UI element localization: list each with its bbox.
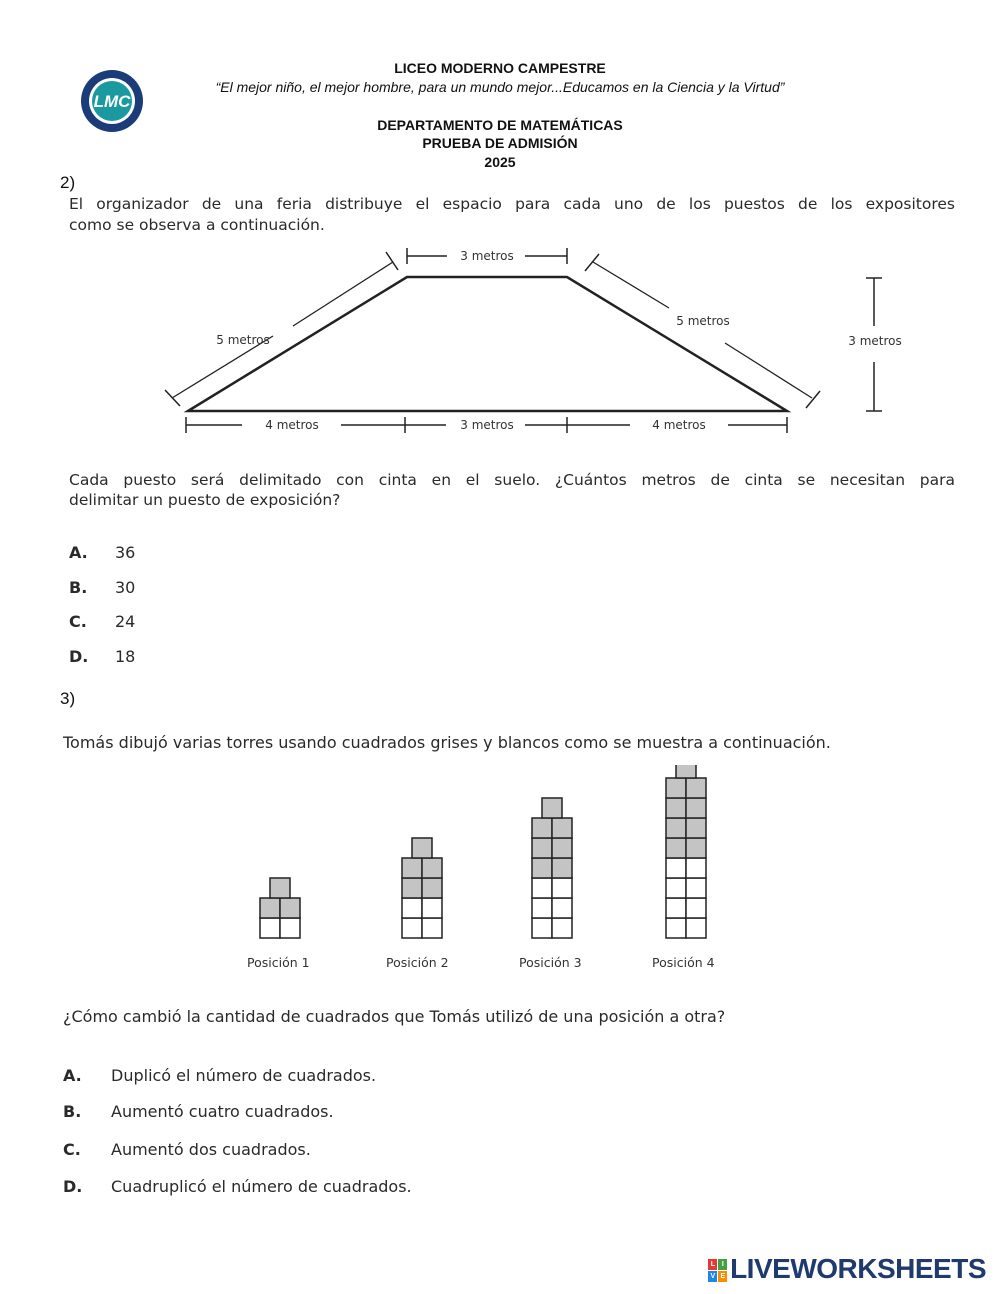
white-square	[422, 918, 442, 938]
option-letter: D.	[63, 1177, 83, 1196]
gray-square	[666, 838, 686, 858]
white-square	[552, 918, 572, 938]
white-square	[260, 918, 280, 938]
white-square	[666, 878, 686, 898]
white-square	[532, 918, 552, 938]
option-text: 36	[115, 543, 136, 562]
q3-question: ¿Cómo cambió la cantidad de cuadrados que Tomás utilizó de una posición a otra?	[63, 1007, 726, 1026]
gray-square	[280, 898, 300, 918]
brand-logo-icon: L I V E	[708, 1259, 727, 1282]
gray-square	[260, 898, 280, 918]
brand-text: LIVEWORKSHEETS	[730, 1253, 986, 1284]
q3-intro: Tomás dibujó varias torres usando cuadrados grises y blancos como se muestra a continuación.	[63, 733, 831, 752]
option-text: Aumentó dos cuadrados.	[111, 1140, 311, 1159]
towers-figure	[230, 765, 750, 950]
option-text: 18	[115, 647, 136, 666]
white-square	[552, 878, 572, 898]
q2-option-d[interactable]	[69, 647, 135, 666]
q3-option-a[interactable]	[63, 1066, 376, 1085]
white-square	[686, 918, 706, 938]
gray-square	[532, 838, 552, 858]
gray-square	[666, 798, 686, 818]
label-height: 3 metros	[848, 334, 902, 348]
white-square	[666, 918, 686, 938]
option-letter: C.	[63, 1140, 81, 1159]
option-letter: B.	[63, 1102, 82, 1121]
department-title: DEPARTAMENTO DE MATEMÁTICAS	[377, 117, 623, 133]
logo-initials: LMC	[93, 92, 131, 111]
school-motto: “El mejor niño, el mejor hombre, para un mundo mejor...Educamos en la Ciencia y la Virtud”	[215, 79, 785, 95]
q2-number: 2)	[60, 173, 76, 192]
white-square	[552, 898, 572, 918]
gray-square-top	[676, 765, 696, 778]
white-square	[532, 898, 552, 918]
option-text: Aumentó cuatro cuadrados.	[111, 1102, 334, 1121]
gray-square-top	[412, 838, 432, 858]
white-square	[666, 898, 686, 918]
option-letter: A.	[63, 1066, 82, 1085]
white-square	[402, 918, 422, 938]
gray-square	[686, 778, 706, 798]
q2-option-c[interactable]	[69, 612, 135, 631]
gray-square	[686, 838, 706, 858]
trapezoid-figure	[150, 240, 930, 440]
school-name: LICEO MODERNO CAMPESTRE	[394, 60, 606, 76]
white-square	[422, 898, 442, 918]
option-text: 24	[115, 612, 136, 631]
white-square	[686, 898, 706, 918]
tower-label-2: Posición 2	[386, 955, 449, 970]
gray-square	[666, 818, 686, 838]
trapezoid-shape	[188, 277, 787, 411]
tower-1	[260, 878, 300, 938]
label-top: 3 metros	[460, 249, 514, 263]
q2-intro-line2: como se observa a continuación.	[69, 216, 325, 234]
tower-4	[666, 765, 706, 938]
q2-intro-line1: El organizador de una feria distribuye el espacio para cada uno de los puestos de los expositores	[69, 195, 955, 213]
option-letter: D.	[69, 647, 89, 666]
option-letter: A.	[69, 543, 88, 562]
white-square	[280, 918, 300, 938]
option-text: Duplicó el número de cuadrados.	[111, 1066, 377, 1085]
gray-square	[402, 858, 422, 878]
tower-label-3: Posición 3	[519, 955, 582, 970]
label-bottom-left: 4 metros	[265, 418, 319, 432]
gray-square	[686, 798, 706, 818]
label-bottom-mid: 3 metros	[460, 418, 514, 432]
gray-square	[552, 838, 572, 858]
liveworksheets-brand[interactable]	[708, 1253, 986, 1285]
q3-option-b[interactable]	[63, 1102, 334, 1121]
white-square	[402, 898, 422, 918]
tower-label-4: Posición 4	[652, 955, 715, 970]
exam-title: PRUEBA DE ADMISIÓN	[422, 135, 578, 151]
option-letter: B.	[69, 578, 88, 597]
tower-3	[532, 798, 572, 938]
gray-square	[666, 778, 686, 798]
gray-square	[422, 858, 442, 878]
option-text: 30	[115, 578, 136, 597]
label-bottom-right: 4 metros	[652, 418, 706, 432]
gray-square	[532, 818, 552, 838]
exam-year: 2025	[484, 154, 516, 170]
tower-label-1: Posición 1	[247, 955, 310, 970]
gray-square	[686, 818, 706, 838]
gray-square-top	[542, 798, 562, 818]
q3-option-d[interactable]	[63, 1177, 412, 1196]
gray-square	[552, 858, 572, 878]
option-letter: C.	[69, 612, 87, 631]
q2-question-line2: delimitar un puesto de exposición?	[69, 491, 341, 509]
gray-square	[422, 878, 442, 898]
gray-square	[552, 818, 572, 838]
white-square	[666, 858, 686, 878]
q2-question-line1: Cada puesto será delimitado con cinta en el suelo. ¿Cuántos metros de cinta se necesitan para	[69, 471, 955, 489]
tower-2	[402, 838, 442, 938]
white-square	[686, 858, 706, 878]
q3-option-c[interactable]	[63, 1140, 311, 1159]
option-text: Cuadruplicó el número de cuadrados.	[111, 1177, 412, 1196]
q2-option-a[interactable]	[69, 543, 135, 562]
label-left-side: 5 metros	[216, 333, 270, 347]
q2-option-b[interactable]	[69, 578, 135, 597]
gray-square-top	[270, 878, 290, 898]
gray-square	[532, 858, 552, 878]
q3-number: 3)	[60, 689, 76, 708]
gray-square	[402, 878, 422, 898]
label-right-side: 5 metros	[676, 314, 730, 328]
white-square	[532, 878, 552, 898]
white-square	[686, 878, 706, 898]
